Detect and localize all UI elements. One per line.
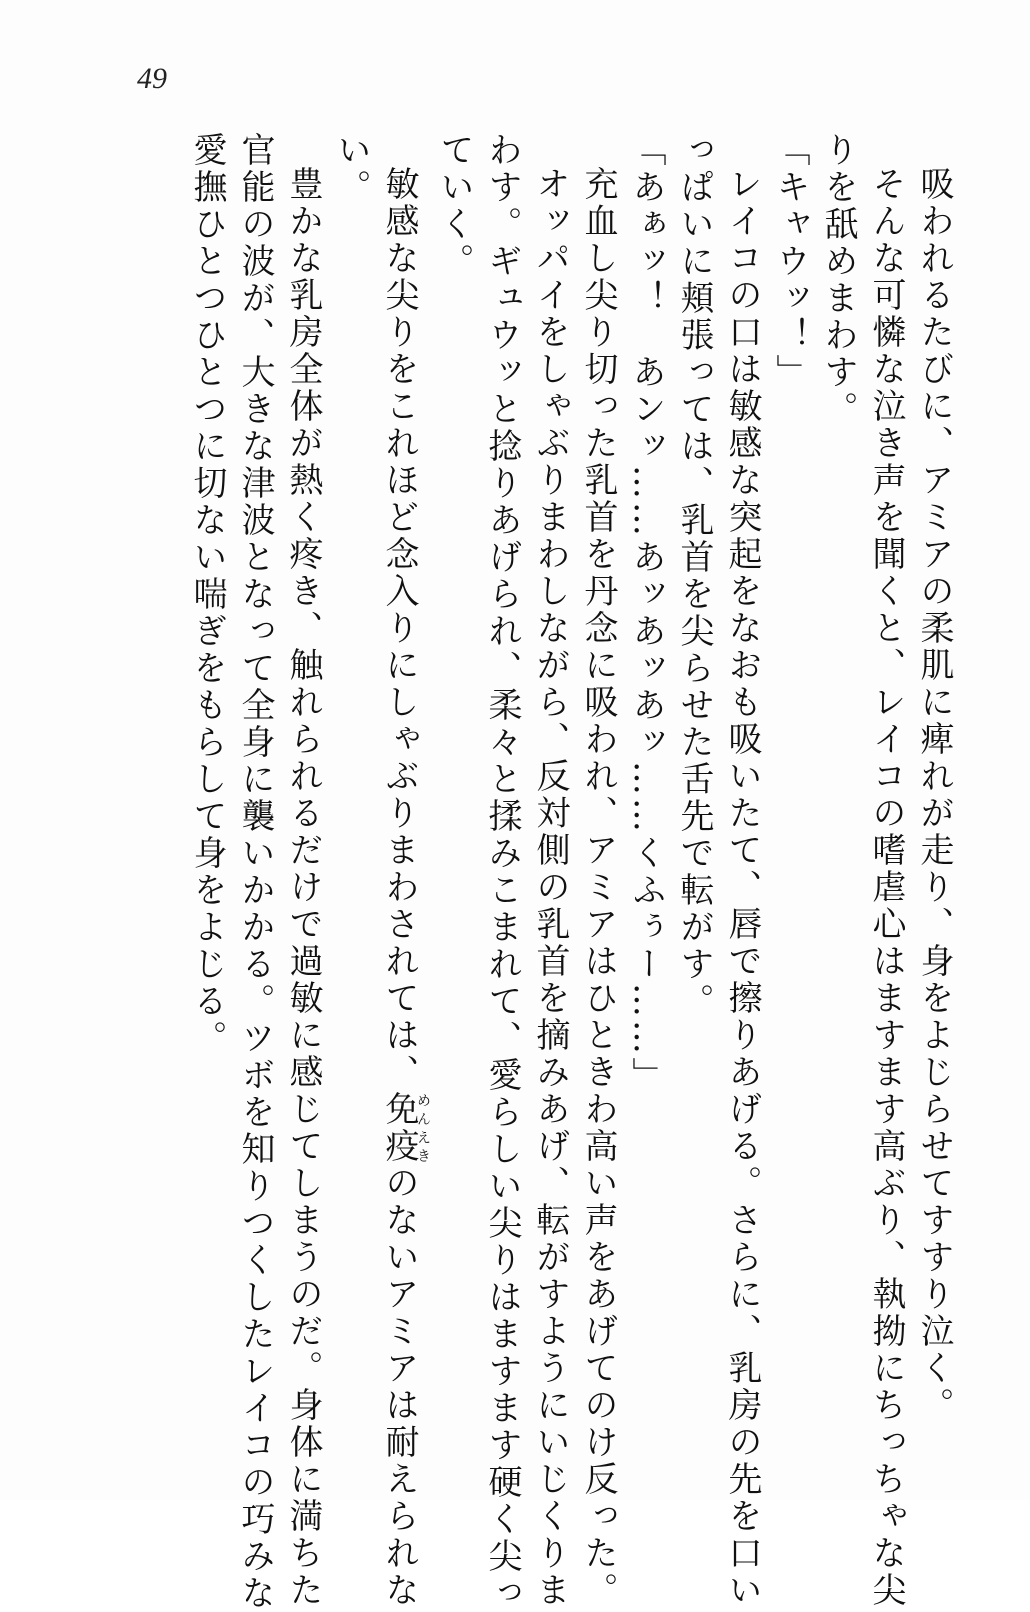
dialogue-line: 「キャウッ！」 bbox=[770, 132, 810, 391]
text-line: わす。ギュウッと捻りあげられ、柔々と揉みこまれて、愛らしい尖りはますます硬く尖っ bbox=[482, 132, 522, 1612]
text-line: レイコの口は敏感な突起をなおも吸いたて、唇で擦りあげる。さらに、乳房の先を口い bbox=[722, 166, 762, 1609]
text-line: 充血し尖り切った乳首を丹念に吸われ、アミアはひときわ高い声をあげてのけ反った。 bbox=[578, 166, 618, 1609]
text-line: オッパイをしゃぶりまわしながら、反対側の乳首を摘みあげ、転がすようにいじくりま bbox=[530, 166, 570, 1609]
dialogue-line: 「あぁッ！ あンッ……あッあッあッ……くふぅー……」 bbox=[626, 132, 666, 1094]
ruby-base: 免疫 bbox=[379, 1091, 419, 1165]
text-line: 愛撫ひとつひとつに切ない喘ぎをもらして身をよじる。 bbox=[187, 132, 227, 1057]
text-line: りを舐めまわす。 bbox=[818, 132, 858, 428]
text-line: 吸われるたびに、アミアの柔肌に痺れが走り、身をよじらせてすすり泣く。 bbox=[914, 166, 954, 1424]
text-line-with-ruby bbox=[375, 132, 431, 1609]
text-line: 豊かな乳房全体が熱く疼き、触れられるだけで過敏に感じてしまうのだ。身体に満ちた bbox=[283, 166, 323, 1609]
text-line: 官能の波が、大きな津波となって全身に襲いかかる。ツボを知りつくしたレイコの巧みな bbox=[235, 132, 275, 1612]
ruby-line-after: のないアミアは耐えられな bbox=[379, 1165, 419, 1609]
text-line: っぱいに頬張っては、乳首を尖らせた舌先で転がす。 bbox=[674, 132, 714, 1020]
ruby-line-before: 敏感な尖りをこれほど念入りにしゃぶりまわされては、 bbox=[379, 166, 419, 1091]
ruby-annotation bbox=[379, 1091, 431, 1165]
text-line: い。 bbox=[331, 132, 371, 206]
vertical-text-body bbox=[88, 132, 958, 1612]
text-line: ていく。 bbox=[434, 132, 474, 280]
page-number: 49 bbox=[137, 62, 167, 95]
ruby-reading: めんえき bbox=[415, 1091, 431, 1165]
text-line: そんな可憐な泣き声を聞くと、レイコの嗜虐心はますます高ぶり、執拗にちっちゃな尖 bbox=[866, 166, 906, 1609]
